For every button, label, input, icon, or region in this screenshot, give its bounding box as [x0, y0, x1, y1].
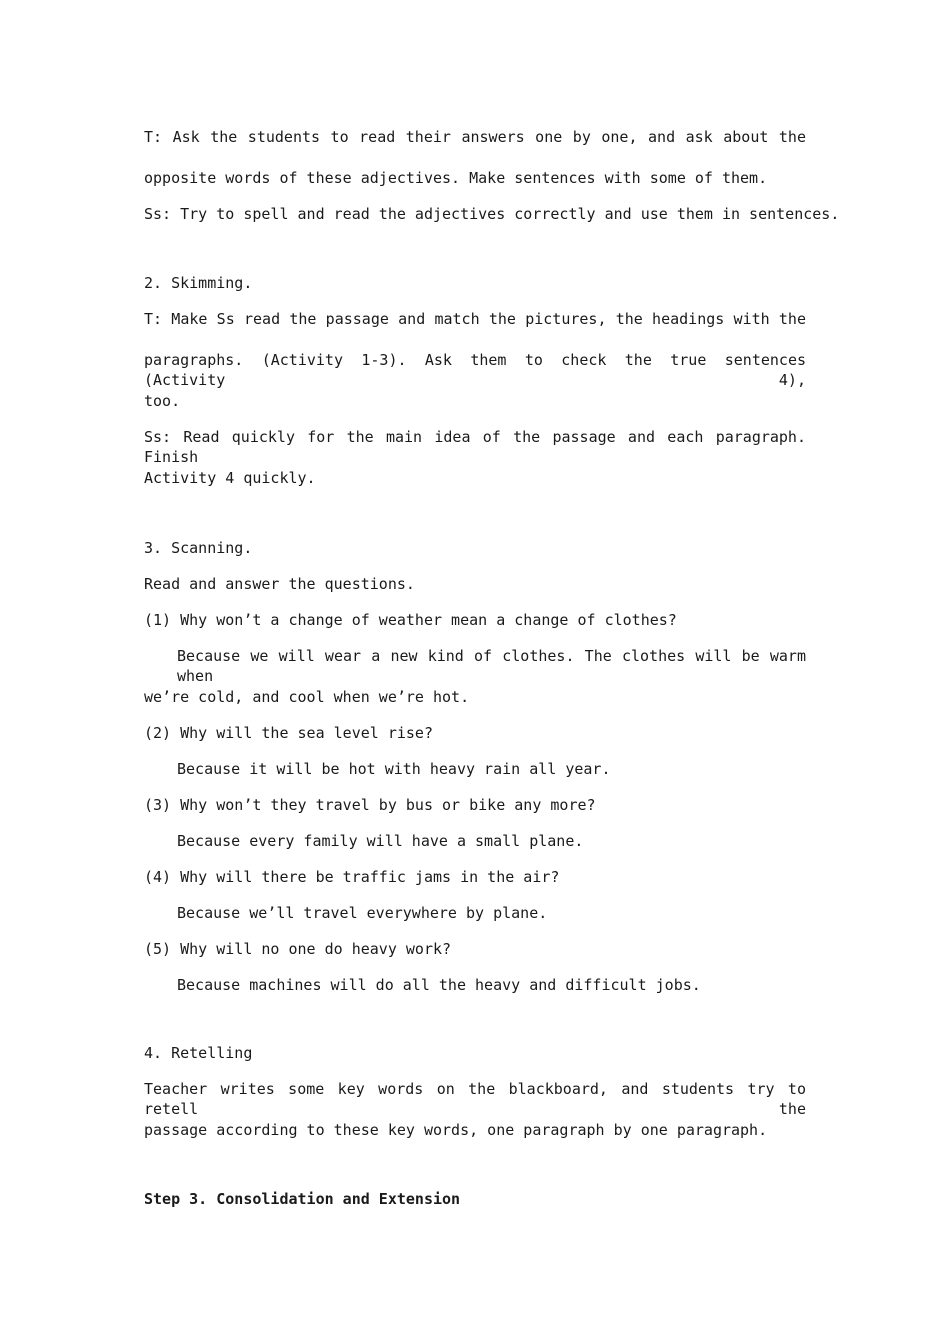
t-instruction-line-1: T: Ask the students to read their answers one by one, and ask about the	[144, 128, 806, 146]
answer-3: Because every family will have a small plane.	[177, 832, 584, 850]
question-5: (5) Why will no one do heavy work?	[144, 940, 452, 958]
answer-1-line-2: we’re cold, and cool when we’re hot.	[144, 688, 470, 706]
question-2: (2) Why will the sea level rise?	[144, 724, 433, 742]
skimming-t-line-3: too.	[144, 392, 181, 410]
retelling-line-1: Teacher writes some key words on the blackboard, and students try to retell the	[144, 1080, 806, 1118]
skimming-ss-line-2: Activity 4 quickly.	[144, 469, 316, 487]
step-3-heading: Step 3. Consolidation and Extension	[144, 1190, 461, 1208]
question-4: (4) Why will there be traffic jams in the air?	[144, 868, 560, 886]
answer-2: Because it will be hot with heavy rain all year.	[177, 760, 611, 778]
ss-instruction-line: Ss: Try to spell and read the adjectives correctly and use them in sentences.	[144, 205, 840, 223]
skimming-t-line-1: T: Make Ss read the passage and match the pictures, the headings with the	[144, 310, 806, 328]
retelling-line-2: passage according to these key words, one paragraph by one paragraph.	[144, 1121, 768, 1139]
scanning-intro: Read and answer the questions.	[144, 575, 415, 593]
retelling-heading: 4. Retelling	[144, 1044, 253, 1062]
question-1: (1) Why won’t a change of weather mean a change of clothes?	[144, 611, 677, 629]
answer-1-line-1: Because we will wear a new kind of clothes. The clothes will be warm when	[177, 647, 806, 685]
skimming-ss-line-1: Ss: Read quickly for the main idea of the passage and each paragraph. Finish	[144, 428, 806, 466]
skimming-heading: 2. Skimming.	[144, 274, 253, 292]
answer-4: Because we’ll travel everywhere by plane.	[177, 904, 548, 922]
skimming-t-line-2: paragraphs. (Activity 1-3). Ask them to check the true sentences (Activity 4),	[144, 351, 806, 389]
scanning-heading: 3. Scanning.	[144, 539, 253, 557]
t-instruction-line-2: opposite words of these adjectives. Make sentences with some of them.	[144, 169, 768, 187]
answer-5: Because machines will do all the heavy and difficult jobs.	[177, 976, 701, 994]
question-3: (3) Why won’t they travel by bus or bike any more?	[144, 796, 596, 814]
